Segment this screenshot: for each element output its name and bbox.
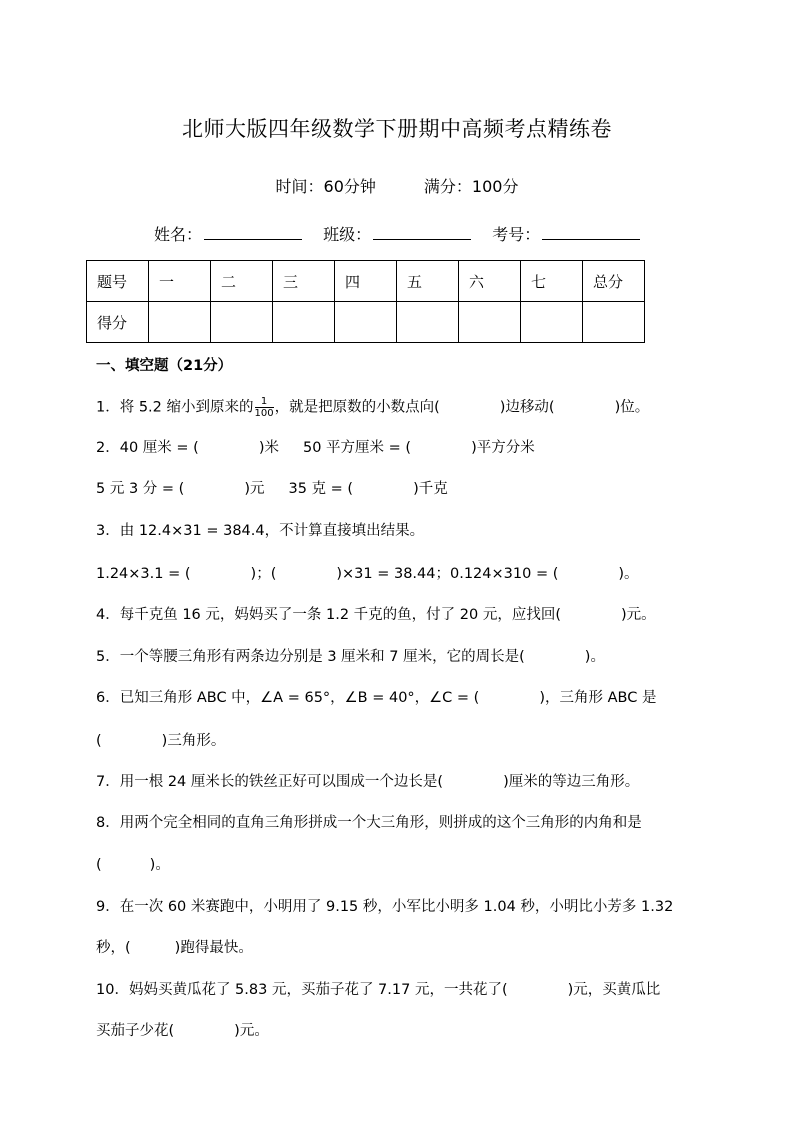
q5-text-a: 5．一个等腰三角形有两条边分别是 3 厘米和 7 厘米，它的周长是(	[96, 649, 525, 665]
q2-text-g: 35 克 = (	[288, 481, 354, 497]
q4-text-b: )元。	[621, 607, 656, 623]
fraction-numerator: 1	[255, 396, 274, 408]
header-cell: 五	[397, 261, 459, 302]
q1-text-d: )位。	[614, 399, 650, 416]
q2-text-h: )千克	[413, 481, 448, 497]
score-table-header-row	[87, 261, 645, 302]
header-cell: 总分	[583, 261, 645, 302]
q7-text-b: )厘米的等边三角形。	[503, 774, 640, 790]
name-label: 姓名：	[154, 225, 203, 244]
section-title: 一、填空题（21分）	[96, 358, 233, 374]
exam-no-blank[interactable]	[542, 225, 640, 240]
question-10-line-2	[96, 1021, 269, 1041]
q2-text-f: )元	[244, 481, 265, 497]
question-6-line-2	[96, 731, 225, 751]
score-cell[interactable]	[583, 302, 645, 343]
question-3: 3．由 12.4×31 = 384.4，不计算直接填出结果。	[96, 523, 425, 539]
fraction-denominator: 100	[254, 408, 274, 419]
q10-text-c: 买茄子少花(	[96, 1023, 175, 1039]
q9-text-c: )跑得最快。	[174, 940, 253, 956]
header-cell: 四	[335, 261, 397, 302]
q3-text-d: )。	[618, 566, 639, 582]
exam-no-label: 考号：	[492, 225, 541, 244]
q10-text-b: )元，买黄瓜比	[567, 982, 661, 998]
q2-text-c: 50 平方厘米 = (	[302, 440, 412, 456]
question-1	[96, 396, 649, 419]
class-blank[interactable]	[373, 225, 471, 240]
question-10	[96, 980, 660, 1000]
question-2-line-2	[96, 479, 448, 499]
q2-text-a: 2．40 厘米 = (	[96, 440, 199, 456]
question-9-line-2	[96, 938, 253, 958]
full-score: 满分：100分	[423, 177, 519, 196]
q3-text-b: )；(	[250, 566, 277, 582]
q2-text-e: 5 元 3 分 = (	[96, 481, 185, 497]
q1-text-c: )边移动(	[499, 399, 555, 416]
question-4	[96, 605, 656, 625]
score-row-label: 得分	[87, 302, 149, 343]
q9-text-b: 秒，(	[96, 940, 131, 956]
score-cell[interactable]	[273, 302, 335, 343]
q2-text-b: )米	[258, 440, 279, 456]
q6-text-b: )，三角形 ABC 是	[539, 690, 657, 706]
name-blank[interactable]	[204, 225, 302, 240]
header-cell: 七	[521, 261, 583, 302]
score-table	[86, 260, 645, 343]
score-cell[interactable]	[211, 302, 273, 343]
score-table-score-row	[87, 302, 645, 343]
score-cell[interactable]	[397, 302, 459, 343]
q2-text-d: )平方分米	[471, 440, 535, 456]
score-cell[interactable]	[335, 302, 397, 343]
exam-meta	[0, 174, 794, 197]
exam-title: 北师大版四年级数学下册期中高频考点精练卷	[182, 117, 612, 141]
question-5	[96, 647, 605, 667]
q8-text-c: )。	[149, 857, 170, 873]
question-9: 9．在一次 60 米赛跑中，小明用了 9.15 秒，小军比小明多 1.04 秒，小明比小芳多 1.32	[96, 899, 674, 915]
question-6	[96, 688, 656, 708]
score-cell[interactable]	[459, 302, 521, 343]
q4-text-a: 4．每千克鱼 16 元，妈妈买了一条 1.2 千克的鱼，付了 20 元，应找回(	[96, 607, 561, 623]
class-label: 班级：	[323, 225, 372, 244]
header-cell: 二	[211, 261, 273, 302]
q3-text-a: 1.24×3.1 = (	[96, 566, 191, 582]
fraction	[255, 396, 274, 419]
q5-text-b: )。	[584, 649, 605, 665]
score-cell[interactable]	[521, 302, 583, 343]
question-8-line-2	[96, 855, 170, 875]
q6-text-c: (	[96, 733, 102, 749]
q10-text-a: 10．妈妈买黄瓜花了 5.83 元，买茄子花了 7.17 元，一共花了(	[96, 982, 508, 998]
q1-text-b: ，就是把原数的小数点向(	[274, 399, 440, 416]
q3-text-c: )×31 = 38.44；0.124×310 = (	[336, 566, 559, 582]
header-cell: 题号	[87, 261, 149, 302]
question-3-line-2	[96, 564, 639, 584]
time-limit: 时间：60分钟	[275, 177, 376, 196]
header-cell: 三	[273, 261, 335, 302]
question-2	[96, 438, 535, 458]
q1-text-a: 1．将 5.2 缩小到原来的	[96, 399, 254, 416]
q8-text-b: (	[96, 857, 102, 873]
q10-text-d: )元。	[234, 1023, 269, 1039]
question-7	[96, 772, 639, 792]
q6-text-a: 6．已知三角形 ABC 中，∠A = 65°，∠B = 40°，∠C = (	[96, 690, 480, 706]
q6-text-d: )三角形。	[161, 733, 226, 749]
q7-text-a: 7．用一根 24 厘米长的铁丝正好可以围成一个边长是(	[96, 774, 444, 790]
header-cell: 六	[459, 261, 521, 302]
student-info	[154, 222, 640, 245]
score-cell[interactable]	[149, 302, 211, 343]
header-cell: 一	[149, 261, 211, 302]
question-8: 8．用两个完全相同的直角三角形拼成一个大三角形，则拼成的这个三角形的内角和是	[96, 815, 642, 831]
